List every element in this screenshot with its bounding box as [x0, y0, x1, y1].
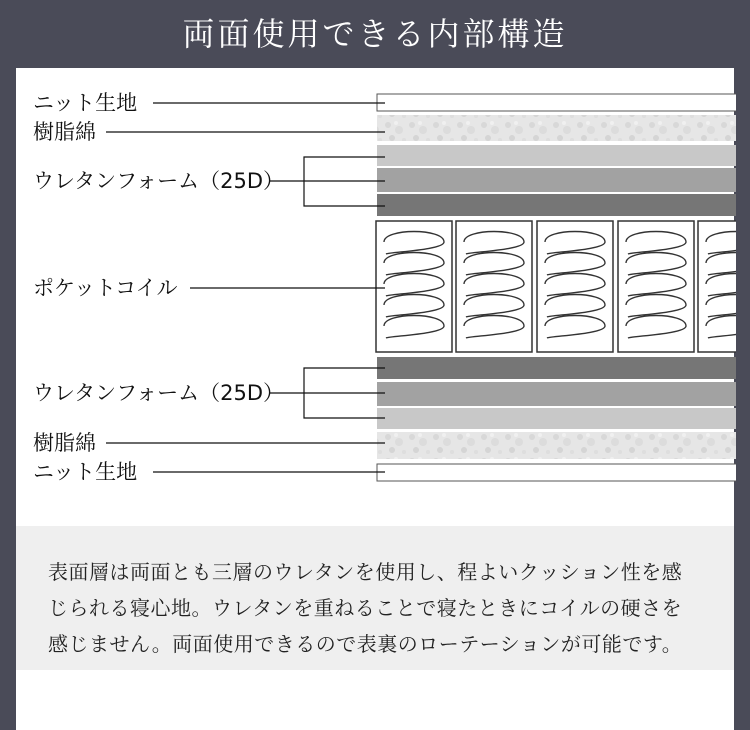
description-line: じられる寝心地。ウレタンを重ねることで寝たときにコイルの硬さを [48, 596, 683, 620]
urethane-bottom-dark-layer [377, 357, 737, 379]
resin-cotton-top-layer [377, 115, 737, 141]
label-knit-fabric-top: ニット生地 [33, 91, 138, 115]
description-box [16, 526, 734, 670]
description-text [48, 554, 728, 662]
knit-fabric-top-layer [377, 94, 737, 111]
resin-cotton-bottom-layer [377, 432, 737, 459]
urethane-top-light-layer [377, 145, 737, 166]
pocket-coil-layer [376, 221, 750, 352]
label-urethane-foam-bottom: ウレタンフォーム（25D） [33, 381, 285, 405]
urethane-bottom-light-layer [377, 408, 737, 429]
description-line: 感じません。両面使用できるので表裏のローテーションが可能です。 [48, 632, 683, 656]
label-pocket-coil: ポケットコイル [33, 276, 178, 300]
page-title: 両面使用できる内部構造 [182, 15, 568, 53]
label-resin-cotton-top: 樹脂綿 [33, 120, 96, 144]
label-knit-fabric-bottom: ニット生地 [33, 460, 138, 484]
bracket-urethane-bottom [304, 368, 385, 418]
urethane-top-dark-layer [377, 194, 737, 216]
label-urethane-foam-top: ウレタンフォーム（25D） [33, 169, 285, 193]
label-resin-cotton-bottom: 樹脂綿 [33, 431, 96, 455]
urethane-top-mid-layer [377, 168, 737, 192]
bracket-urethane-top [304, 157, 385, 206]
knit-fabric-bottom-layer [377, 464, 737, 481]
description-line: 表面層は両面とも三層のウレタンを使用し、程よいクッション性を感 [48, 560, 683, 584]
panel-right-margin [736, 68, 750, 528]
urethane-bottom-mid-layer [377, 382, 737, 406]
